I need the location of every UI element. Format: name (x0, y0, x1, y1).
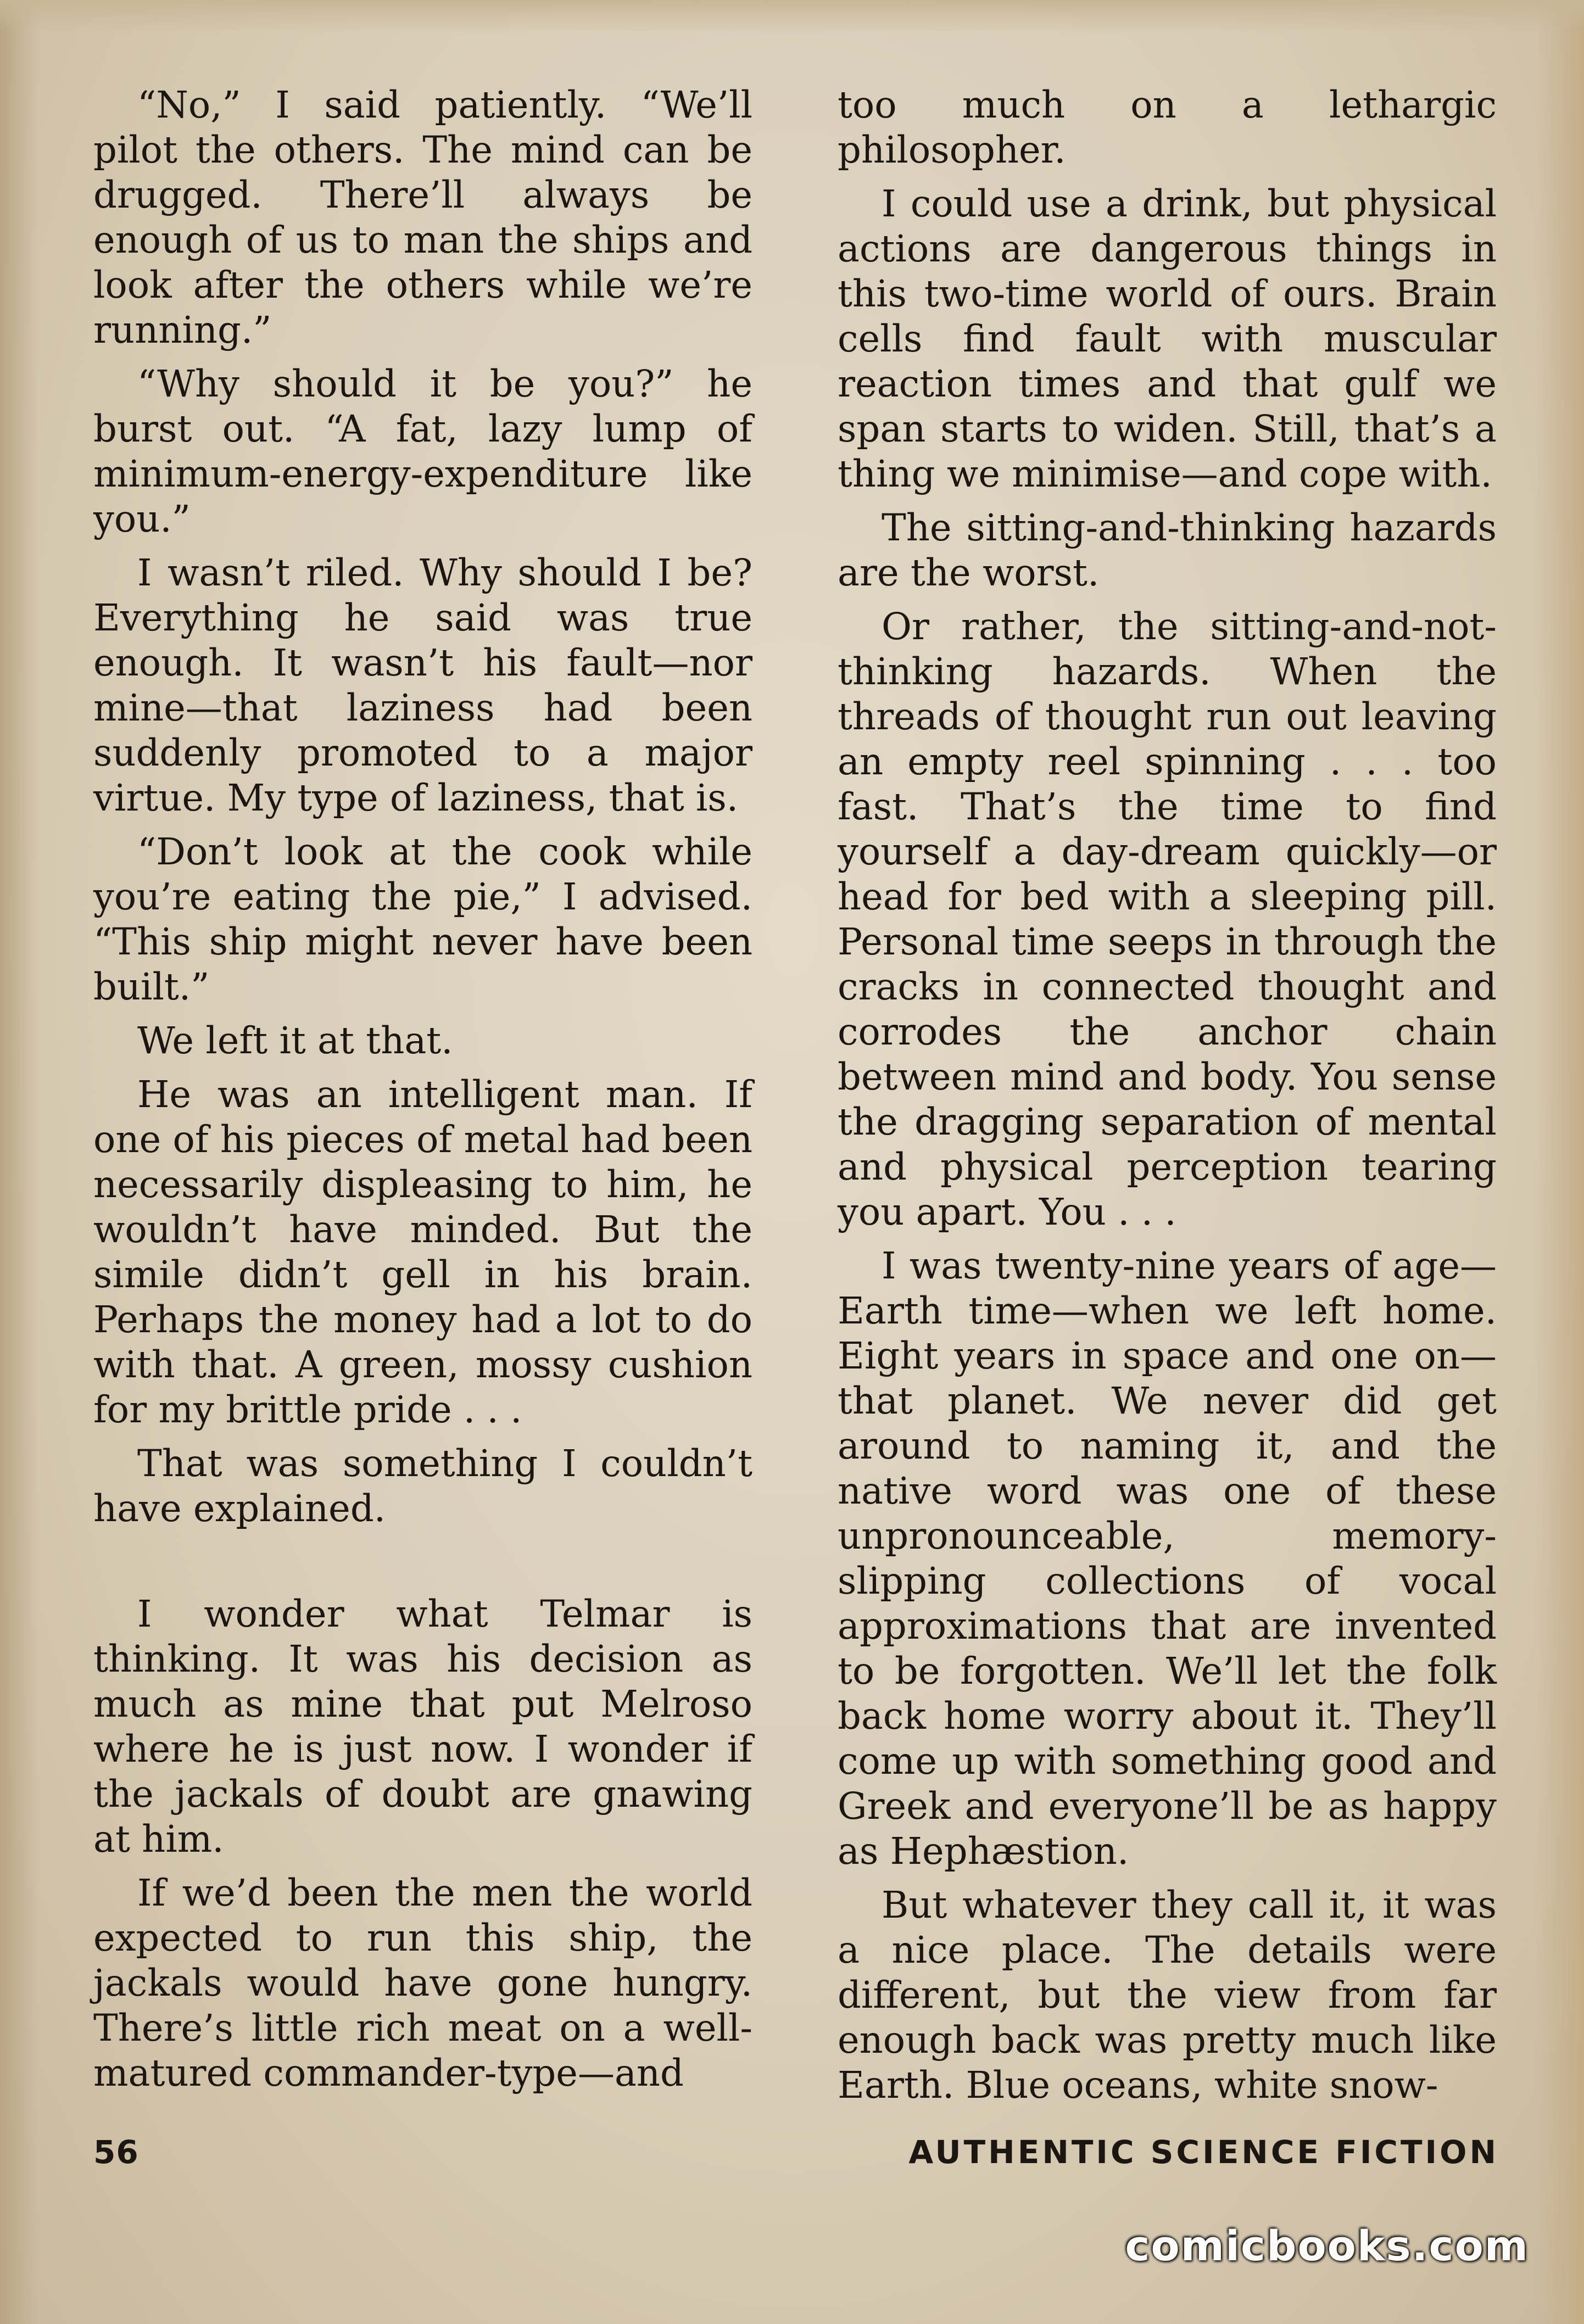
paragraph: Or rather, the sitting-and-not-thinking hazards. When the threads of thought run out leaving an empty reel spinning . . . too fast. That’s the time to find yourself a day-dream quickly—or head for bed with a sleeping pill. Personal time seeps in through the cracks in connected thought and corrodes the anchor chain between mind and body. You sense the dragging separation of mental and physical perception tearing you apart. You . . . (838, 605, 1497, 1233)
paragraph: We left it at that. (137, 1019, 453, 1062)
paragraph: “Don’t look at the cook while you’re eating the pie,” I advised. “This ship might never have been built.” (93, 830, 752, 1008)
paragraph: I was twenty-nine years of age—Earth time—when we left home. Eight years in space and one on—that planet. We never did get around to naming it, and the native word was one of these unpronounceable, memory-slipping collections of vocal approximations that are invented to be forgotten. We’ll let the folk back home worry about it. They’ll come up with something good and Greek and everyone’ll be as happy as Hephæstion. (838, 1244, 1497, 1873)
paragraph: “Why should it be you?” he burst out. “A fat, lazy lump of minimum-energy-expenditure like you.” (93, 362, 752, 540)
paragraph: I could use a drink, but physical actions are dangerous things in this two-time world of ours. Brain cells find fault with muscular reaction times and that gulf we span starts to widen. Still, that’s a thing we minimise—and cope with. (838, 182, 1497, 495)
paragraph: I wasn’t riled. Why should I be? Everything he said was true enough. It wasn’t his fault—nor mine—that laziness had been suddenly promoted to a major virtue. My type of laziness, that is. (93, 551, 752, 819)
running-footer-title: AUTHENTIC SCIENCE FICTION (908, 2133, 1499, 2171)
page-number: 56 (93, 2133, 139, 2171)
paragraph: The sitting-and-thinking hazards are the worst. (838, 506, 1497, 594)
paragraph-continued: too much on a lethargic philosopher. (838, 83, 1497, 171)
paragraph: “No,” I said patiently. “We’ll pilot the others. The mind can be drugged. There’ll always be enough of us to man the ships and look after the others while we’re running.” (93, 83, 752, 351)
paragraph: That was something I couldn’t have explained. (93, 1442, 752, 1530)
page-edge-shadow-left (0, 0, 38, 2324)
left-text-column (93, 82, 752, 2104)
paragraph: I wonder what Telmar is thinking. It was his decision as much as mine that put Melroso where he is just now. I wonder if the jackals of doubt are gnawing at him. (93, 1593, 752, 1861)
paragraph: If we’d been the men the world expected to run this ship, the jackals would have gone hungry. There’s little rich meat on a well-matured commander-type—and (93, 1872, 752, 2094)
watermark: comicbooks.com (1125, 2221, 1529, 2270)
right-text-column (838, 82, 1497, 2116)
page-edge-shadow-top (0, 0, 1584, 33)
paragraph: But whatever they call it, it was a nice place. The details were different, but the view from far enough back was pretty much like Earth. Blue oceans, white snow- (838, 1884, 1497, 2107)
paragraph: He was an intelligent man. If one of his pieces of metal had been necessarily displeasing to him, he wouldn’t have minded. But the simile didn’t gell in his brain. Perhaps the money had a lot to do with that. A green, mossy cushion for my brittle pride . . . (93, 1073, 752, 1431)
page-edge-shadow-right (1535, 0, 1584, 2324)
